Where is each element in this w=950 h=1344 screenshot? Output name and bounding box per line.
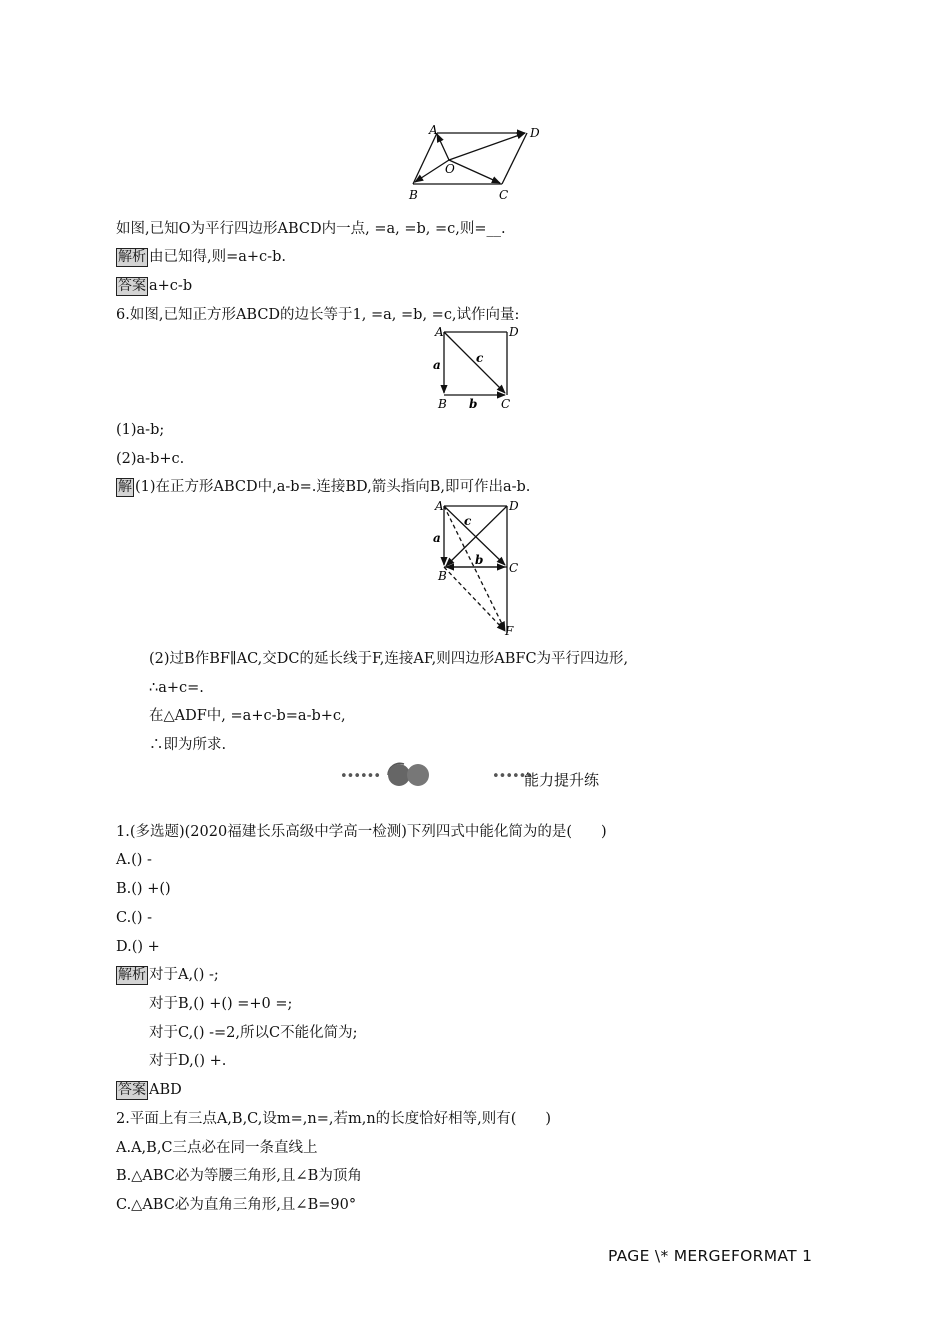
dots-right: •••••• bbox=[492, 769, 533, 784]
label-b: b bbox=[475, 553, 484, 567]
p1-jiexi-4: 对于D,() +. bbox=[149, 1053, 227, 1069]
label-D: D bbox=[509, 325, 519, 339]
label-F: F bbox=[505, 624, 514, 638]
q5-jiexi bbox=[116, 247, 286, 267]
label-C: C bbox=[509, 561, 519, 575]
label-c: c bbox=[464, 514, 472, 528]
q6-part2: (2)a-b+c. bbox=[116, 451, 185, 467]
p1-jiexi-2: 对于B,() +() =+0 =; bbox=[149, 996, 293, 1012]
label-C: C bbox=[499, 188, 509, 202]
p1-daan bbox=[116, 1080, 182, 1100]
jiexi-tag: 解析 bbox=[118, 249, 146, 265]
q6-stem: 6.如图,已知正方形ABCD的边长等于1, =a, =b, =c,试作向量: bbox=[116, 307, 520, 323]
square-figure bbox=[428, 322, 523, 412]
p1-option-c: C.() - bbox=[116, 910, 153, 926]
section-title: 能力提升练 bbox=[524, 771, 600, 789]
q6-jie3: ∴a+c=. bbox=[149, 680, 204, 696]
p1-option-a: A.() - bbox=[116, 852, 152, 868]
label-A: A bbox=[429, 123, 438, 137]
label-B: B bbox=[438, 569, 447, 583]
dots-left: •••••• bbox=[340, 769, 381, 784]
section-header bbox=[340, 761, 670, 793]
p1-stem: 1.(多选题)(2020福建长乐高级中学高一检测)下列四式中能化简为的是( ) bbox=[116, 824, 607, 840]
q5-stem: 如图,已知O为平行四边形ABCD内一点, =a, =b, =c,则=__. bbox=[116, 221, 506, 237]
p1-option-d: D.() + bbox=[116, 939, 160, 955]
parallelogram-figure bbox=[405, 122, 555, 204]
p1-jiexi bbox=[116, 965, 219, 985]
daan-tag: 答案 bbox=[118, 278, 146, 294]
label-a: a bbox=[433, 358, 441, 372]
p2-stem: 2.平面上有三点A,B,C,设m=,n=,若m,n的长度恰好相等,则有( ) bbox=[116, 1111, 552, 1127]
label-A: A bbox=[435, 325, 444, 339]
p2-option-b: B.△ABC必为等腰三角形,且∠B为顶角 bbox=[116, 1168, 362, 1184]
jiexi-tag: 解析 bbox=[118, 967, 146, 983]
jie-tag: 解 bbox=[118, 479, 132, 495]
p1-jiexi-1: 对于A,() -; bbox=[149, 967, 219, 983]
label-D: D bbox=[530, 126, 540, 140]
label-a: a bbox=[433, 531, 441, 545]
p1-daan-text: ABD bbox=[149, 1082, 182, 1098]
q5-daan-text: a+c-b bbox=[149, 278, 193, 294]
p2-option-c: C.△ABC必为直角三角形,且∠B=90° bbox=[116, 1197, 357, 1213]
q6-part1: (1)a-b; bbox=[116, 422, 165, 438]
label-c: c bbox=[476, 351, 484, 365]
label-B: B bbox=[438, 397, 447, 411]
label-D: D bbox=[509, 499, 519, 513]
label-b: b bbox=[469, 397, 478, 411]
label-C: C bbox=[501, 397, 511, 411]
q6-jie4: 在△ADF中, =a+c-b=a-b+c, bbox=[149, 708, 346, 724]
label-B: B bbox=[409, 188, 418, 202]
square-extended-figure bbox=[428, 496, 528, 641]
q6-jie1-text: (1)在正方形ABCD中,a-b=.连接BD,箭头指向B,即可作出a-b. bbox=[135, 479, 531, 495]
p1-option-b: B.() +() bbox=[116, 881, 171, 897]
section-circles-icon bbox=[382, 761, 438, 791]
label-O: O bbox=[445, 162, 455, 176]
page-footer: PAGE \* MERGEFORMAT 1 bbox=[608, 1247, 813, 1265]
q6-jie5: ∴即为所求. bbox=[149, 737, 227, 753]
daan-tag: 答案 bbox=[118, 1082, 146, 1098]
q5-jiexi-text: 由已知得,则=a+c-b. bbox=[149, 249, 286, 265]
q5-daan bbox=[116, 276, 192, 296]
p2-option-a: A.A,B,C三点必在同一条直线上 bbox=[116, 1140, 318, 1156]
q6-jie2: (2)过B作BF∥AC,交DC的延长线于F,连接AF,则四边形ABFC为平行四边形, bbox=[149, 651, 629, 667]
q6-jie1 bbox=[116, 477, 530, 497]
label-A: A bbox=[435, 499, 444, 513]
p1-jiexi-3: 对于C,() -=2,所以C不能化简为; bbox=[149, 1025, 358, 1041]
